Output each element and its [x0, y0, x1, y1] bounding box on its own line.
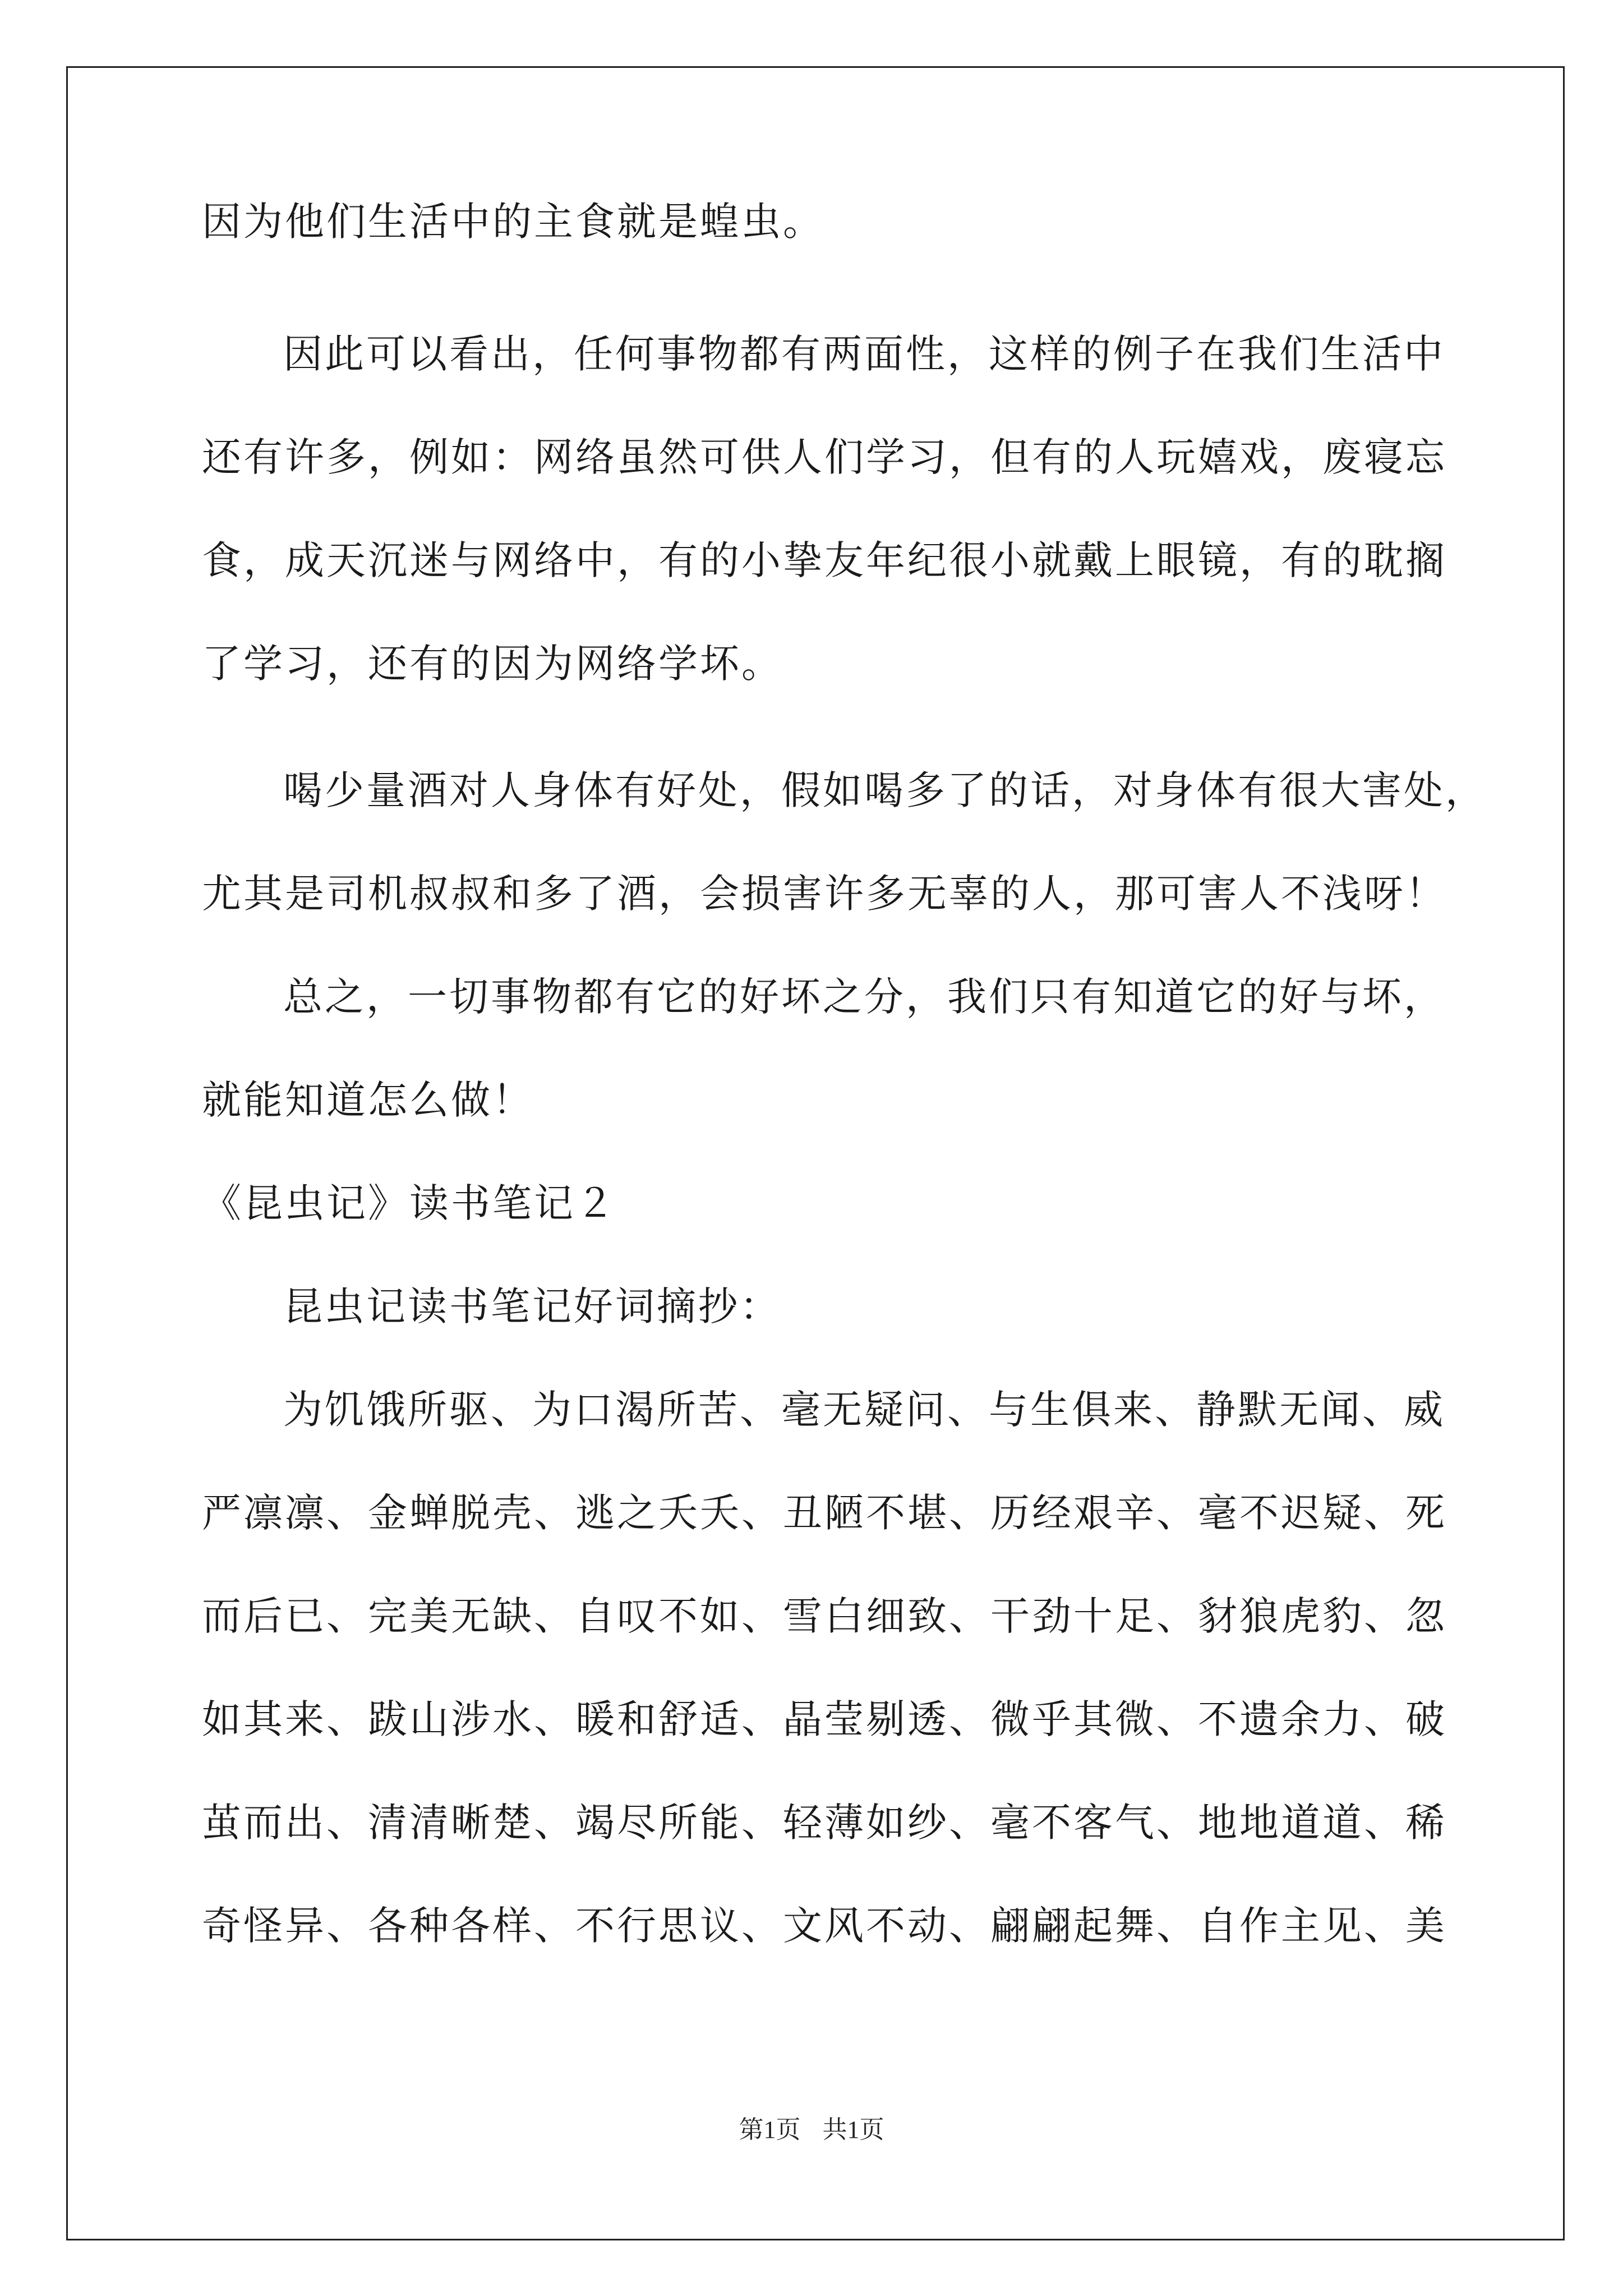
text-line-14: 而后已、完美无缺、自叹不如、雪白细致、干劲十足、豺狼虎豹、忽 [202, 1593, 1447, 1639]
text-line-9: 就能知道怎么做！ [202, 1077, 534, 1123]
section-heading: 《昆虫记》读书笔记２ [202, 1180, 617, 1226]
text-line-4: 食，成天沉迷与网络中，有的小挚友年纪很小就戴上眼镜，有的耽搁 [202, 537, 1447, 583]
text-line-13: 严凛凛、金蝉脱壳、逃之夭夭、丑陋不堪、历经艰辛、毫不迟疑、死 [202, 1490, 1447, 1536]
text-line-2: 因此可以看出，任何事物都有两面性，这样的例子在我们生活中 [283, 331, 1445, 377]
text-line-17: 奇怪异、各种各样、不行思议、文风不动、翩翩起舞、自作主见、美 [202, 1903, 1447, 1949]
text-line-1: 因为他们生活中的主食就是蝗虫。 [202, 199, 824, 245]
page-number: 第1页 [739, 2116, 801, 2143]
page-footer [0, 2109, 1623, 2145]
page-total: 共1页 [822, 2116, 884, 2143]
text-line-12: 为饥饿所驱、为口渴所苦、毫无疑问、与生俱来、静默无闻、威 [283, 1387, 1445, 1433]
text-line-11: 昆虫记读书笔记好词摘抄： [283, 1283, 781, 1329]
text-line-5: 了学习，还有的因为网络学坏。 [202, 641, 783, 687]
text-line-15: 如其来、跋山涉水、暖和舒适、晶莹剔透、微乎其微、不遗余力、破 [202, 1696, 1447, 1742]
text-line-8: 总之，一切事物都有它的好坏之分，我们只有知道它的好与坏， [283, 974, 1445, 1020]
text-line-16: 茧而出、清清晰楚、竭尽所能、轻薄如纱、毫不客气、地地道道、稀 [202, 1800, 1447, 1846]
text-line-7: 尤其是司机叔叔和多了酒，会损害许多无辜的人，那可害人不浅呀！ [202, 871, 1447, 917]
text-line-6: 喝少量酒对人身体有好处，假如喝多了的话，对身体有很大害处， [283, 767, 1487, 813]
text-line-3: 还有许多，例如：网络虽然可供人们学习，但有的人玩嬉戏，废寝忘 [202, 434, 1447, 480]
